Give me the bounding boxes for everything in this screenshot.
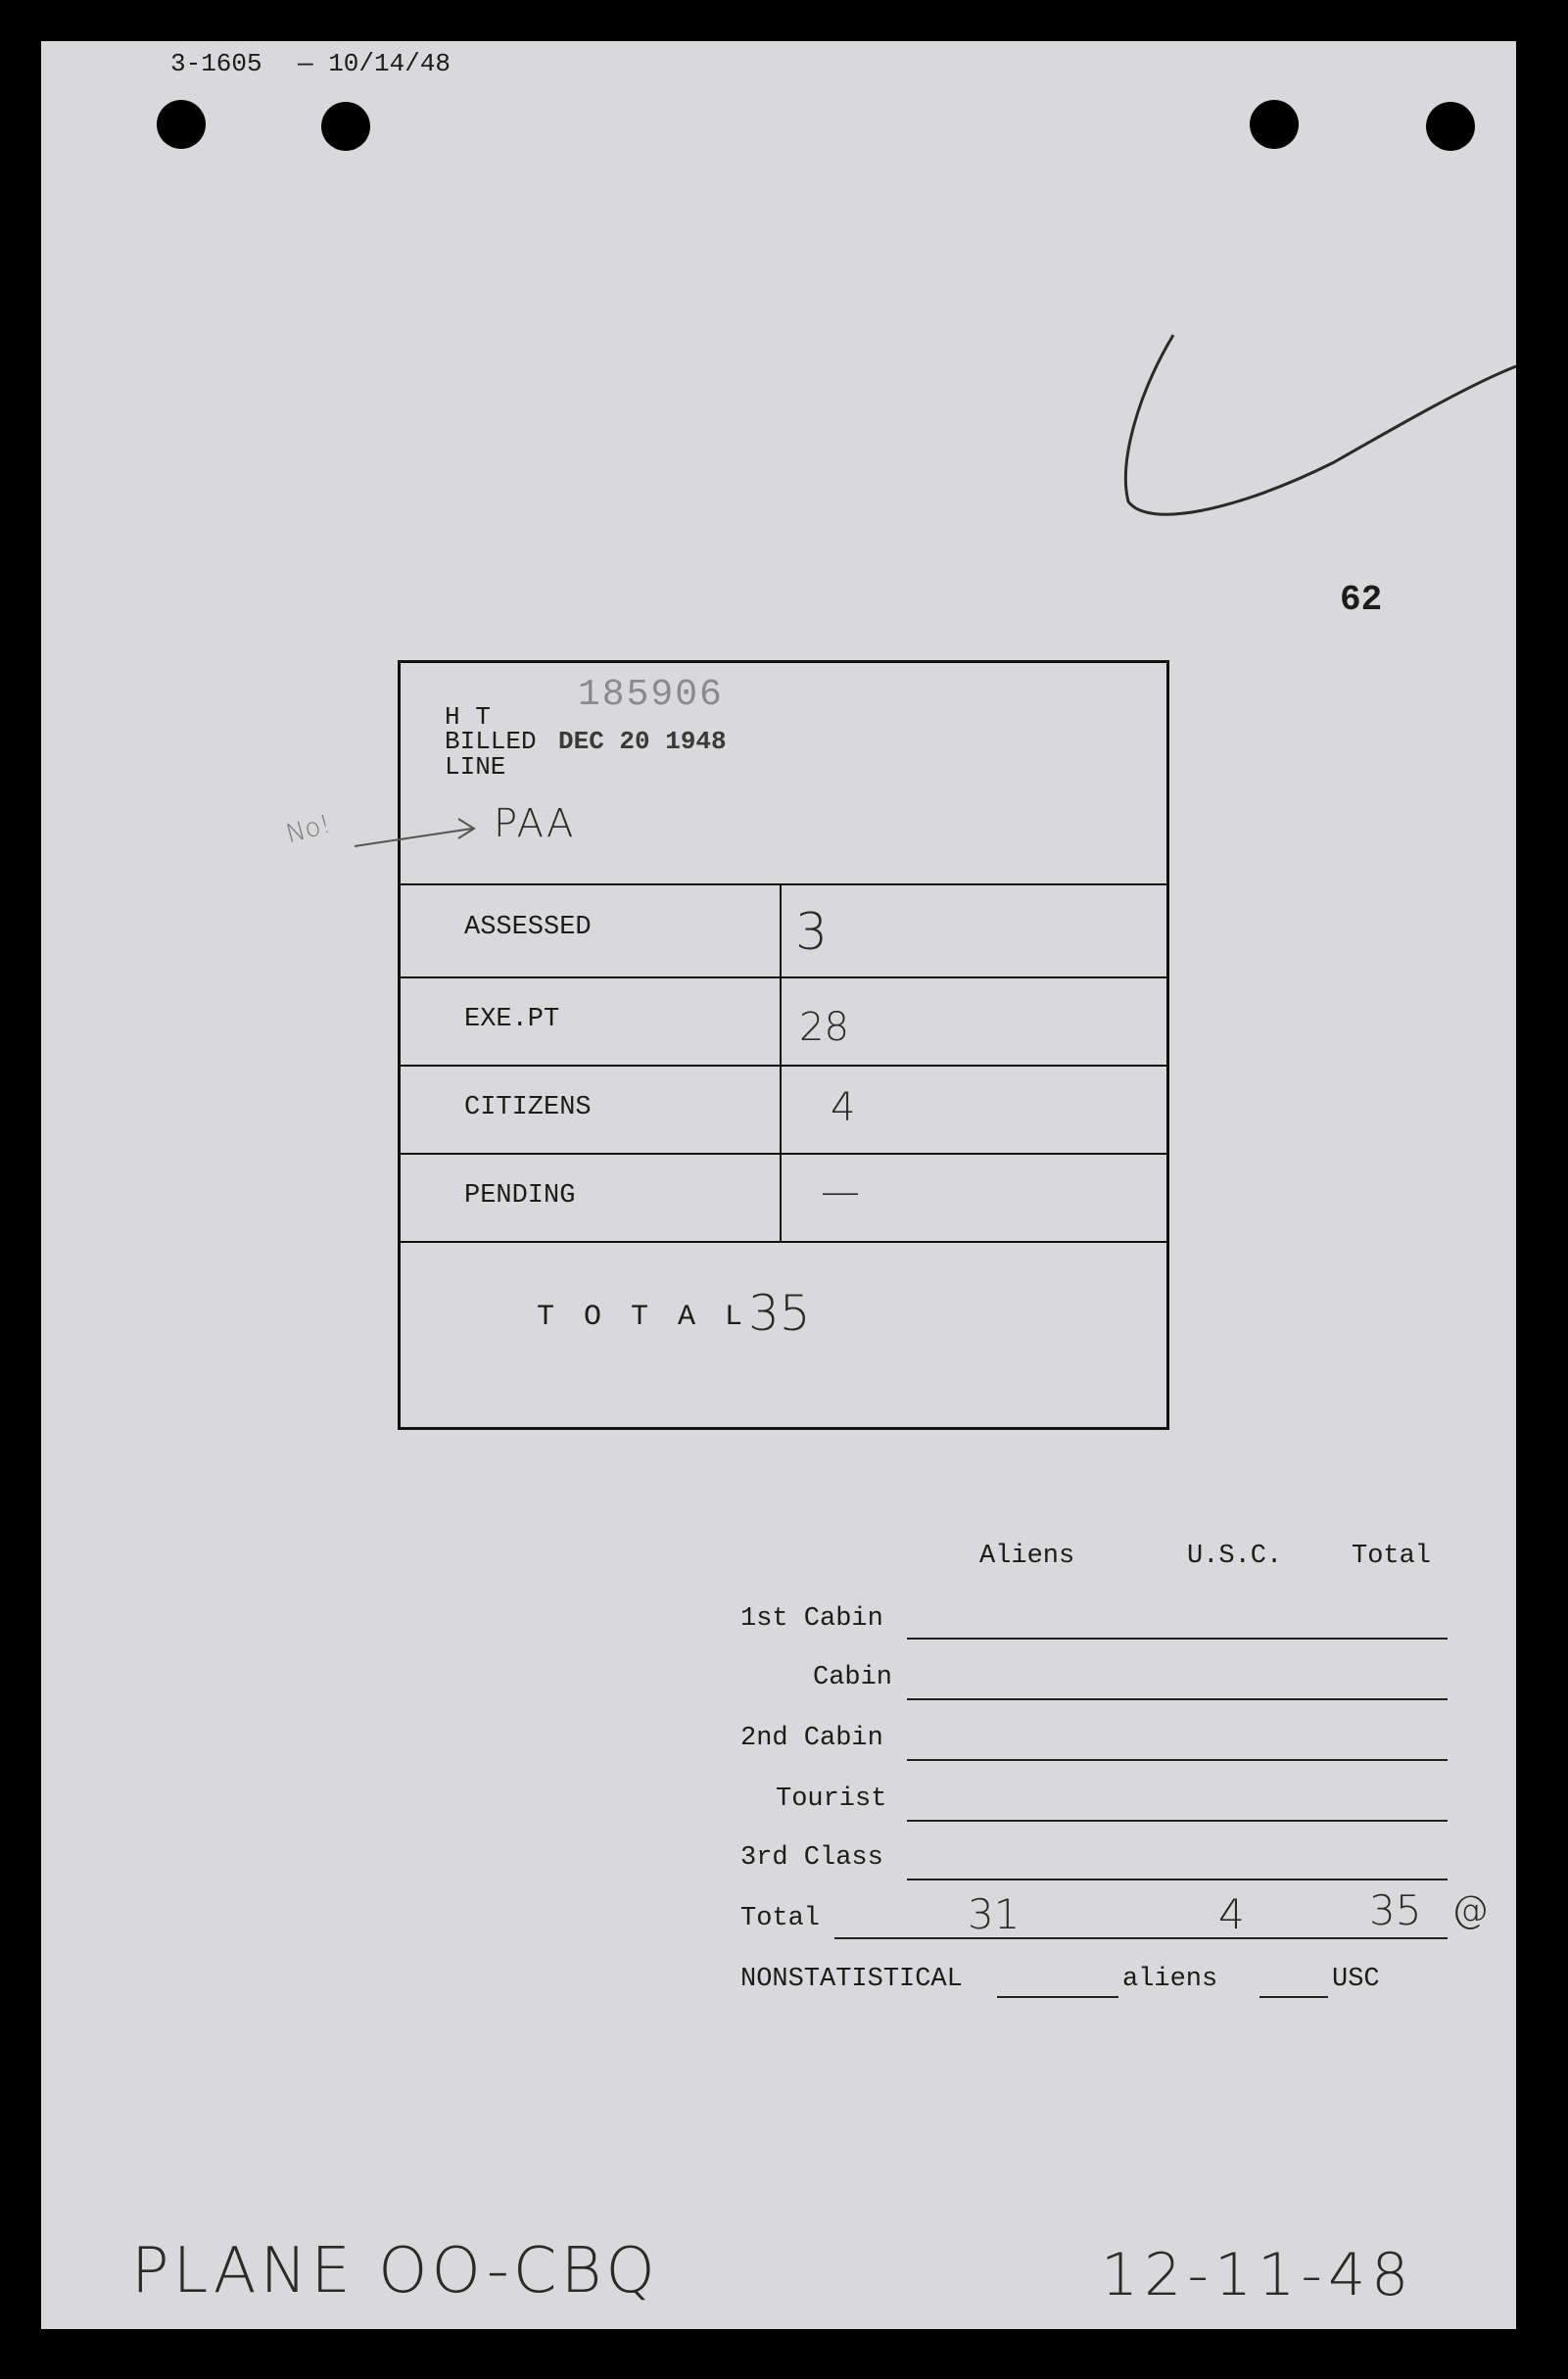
row-label-1st-cabin: 1st Cabin [740, 1604, 883, 1634]
box-column-divider [780, 885, 782, 1241]
exempt-value: 28 [799, 1005, 849, 1050]
box-divider [401, 1153, 1166, 1155]
stamp-number: 185906 [578, 674, 724, 716]
row-underline [1259, 1996, 1328, 1998]
assessed-label: ASSESSED [464, 913, 592, 942]
checkmark-scribble [1079, 286, 1516, 541]
box-divider [401, 1065, 1166, 1067]
billed-label: BILLED [445, 727, 537, 756]
total-value: 35 [748, 1285, 811, 1342]
billed-date-stamp: DEC 20 1948 [558, 727, 727, 756]
punch-hole-left-1 [157, 100, 206, 149]
form-date: — 10/14/48 [298, 49, 451, 78]
box-divider [401, 883, 1166, 885]
row-underline [907, 1638, 1448, 1640]
nonstat-aliens-label: aliens [1122, 1965, 1218, 1994]
citizens-value: 4 [831, 1085, 856, 1130]
line-value: PAA [494, 801, 576, 846]
total-total-value: 35 [1369, 1886, 1422, 1934]
row-label-2nd-cabin: 2nd Cabin [740, 1724, 883, 1753]
punch-hole-right-1 [1250, 100, 1299, 149]
footer-date: 12-11-48 [1101, 2241, 1415, 2309]
box-divider [401, 1241, 1166, 1243]
row-label-cabin: Cabin [813, 1663, 893, 1692]
exempt-label: EXE.PT [464, 1005, 560, 1034]
total-aliens-value: 31 [968, 1890, 1021, 1938]
box-divider [401, 976, 1166, 978]
page-number: 62 [1340, 580, 1383, 620]
assessed-value: 3 [795, 903, 829, 962]
handwritten-note: No! [282, 809, 334, 850]
circled-note: @ [1451, 1888, 1489, 1931]
row-label-3rd-class: 3rd Class [740, 1843, 883, 1873]
line-label: LINE [445, 752, 506, 782]
row-underline [834, 1937, 1448, 1939]
punch-hole-left-2 [321, 102, 370, 151]
row-underline [907, 1759, 1448, 1761]
pending-label: PENDING [464, 1181, 576, 1211]
col-header-aliens: Aliens [979, 1542, 1075, 1571]
row-underline [907, 1879, 1448, 1880]
total-label: T O T A L [537, 1301, 749, 1334]
row-label-tourist: Tourist [776, 1784, 887, 1814]
total-usc-value: 4 [1218, 1890, 1245, 1938]
total-row-label: Total [740, 1904, 821, 1933]
plane-id: PLANE OO-CBQ [131, 2235, 659, 2308]
col-header-total: Total [1352, 1542, 1432, 1571]
form-number: 3-1605 [170, 49, 262, 78]
nonstat-label: NONSTATISTICAL [740, 1965, 963, 1994]
row-underline [907, 1820, 1448, 1822]
nonstat-usc-label: USC [1332, 1965, 1380, 1994]
arrow-icon [355, 807, 492, 856]
citizens-label: CITIZENS [464, 1093, 592, 1122]
document-page [41, 41, 1516, 2329]
pending-value: — [821, 1169, 860, 1214]
row-underline [997, 1996, 1118, 1998]
row-underline [907, 1698, 1448, 1700]
punch-hole-right-2 [1426, 102, 1475, 151]
ht-label: H T [445, 702, 491, 732]
col-header-usc: U.S.C. [1187, 1542, 1283, 1571]
